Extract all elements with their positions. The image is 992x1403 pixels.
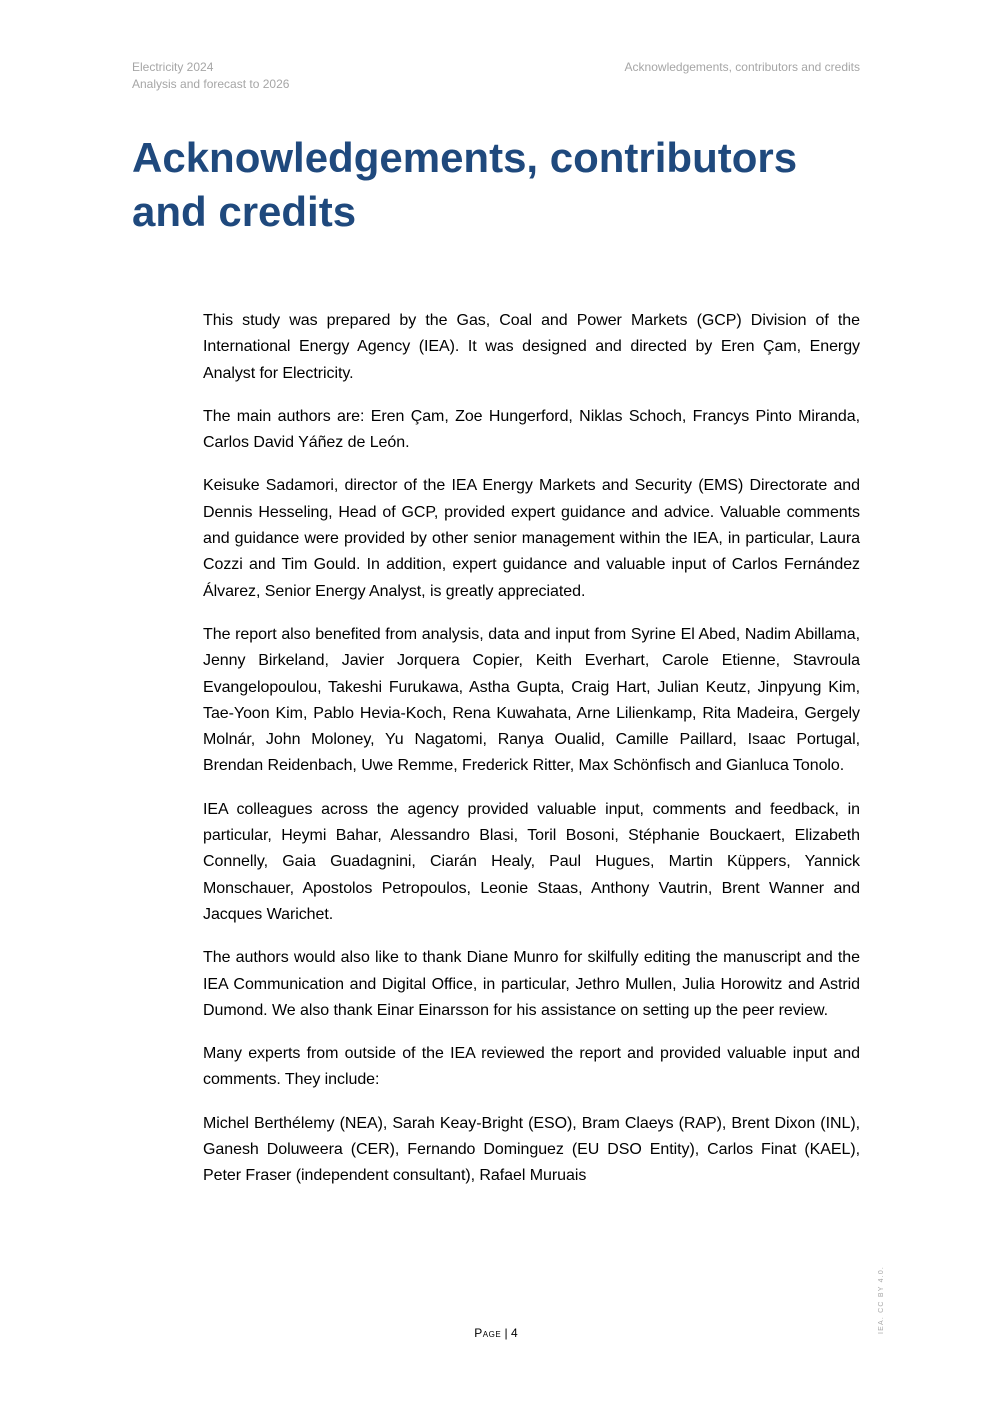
running-header-section-title: Acknowledgements, contributors and credits: [624, 60, 860, 74]
report-title: Electricity 2024: [132, 60, 214, 74]
paragraph-contributors: The report also benefited from analysis, data and input from Syrine El Abed, Nadim Abillama, Jenny Birkeland, Javier Jorquera Copier, Keith Everhart, Carole Etienne, Stavroula Evangelopoulou, Takeshi Furukawa, Astha Gupta, Craig Hart, Julian Keutz, Jinpyung Kim, Tae-Yoon Kim, Pablo Hevia-Koch, Rena Kuwahata, Arne Lilienkamp, Rita Madeira, Gergely Molnár, John Moloney, Yu Nagatomi, Ranya Oualid, Camille Paillard, Isaac Portugal, Brendan Reidenbach, Uwe Remme, Frederick Ritter, Max Schönfisch and Gianluca Tonolo.: [203, 625, 860, 775]
page-footer: [0, 1326, 992, 1340]
page-number: 4: [511, 1326, 518, 1340]
paragraph-editing-thanks: The authors would also like to thank Diane Munro for skilfully editing the manuscript and the IEA Communication and Digital Office, in particular, Jethro Mullen, Julia Horowitz and Astrid Dumond. We also thank Einar Einarsson for his assistance on setting up the peer review.: [203, 949, 860, 1019]
paragraph-main-authors: The main authors are: Eren Çam, Zoe Hungerford, Niklas Schoch, Francys Pinto Miranda, Carlos David Yáñez de León.: [203, 407, 860, 452]
report-subtitle: Analysis and forecast to 2026: [132, 77, 290, 91]
paragraph-external-reviewers-list: Michel Berthélemy (NEA), Sarah Keay-Bright (ESO), Bram Claeys (RAP), Brent Dixon (INL), Ganesh Doluweera (CER), Fernando Dominguez (EU DSO Entity), Carlos Finat (KAEL), Peter Fraser (independent consultant), Rafael Muruais: [203, 1114, 860, 1185]
paragraph-guidance: Keisuke Sadamori, director of the IEA Energy Markets and Security (EMS) Directorate and Dennis Hesseling, Head of GCP, provided expert guidance and advice. Valuable comments and guidance were provided by other senior management within the IEA, in particular, Laura Cozzi and Tim Gould. In addition, expert guidance and valuable input of Carlos Fernández Álvarez, Senior Energy Analyst, is greatly appreciated.: [203, 477, 860, 600]
page-label: Page: [474, 1326, 502, 1340]
page-separator: |: [504, 1326, 511, 1340]
body-text: [203, 308, 860, 1207]
paragraph-external-reviewers-intro: Many experts from outside of the IEA reviewed the report and provided valuable input and comments. They include:: [203, 1045, 860, 1089]
page-title: Acknowledgements, contributors and credits: [132, 134, 798, 235]
running-header-left: [132, 59, 289, 93]
paragraph-iea-colleagues: IEA colleagues across the agency provided valuable input, comments and feedback, in particular, Heymi Bahar, Alessandro Blasi, Toril Bosoni, Stéphanie Bouckaert, Elizabeth Connelly, Gaia Guadagnini, Ciarán Healy, Paul Hugues, Martin Küppers, Yannick Monschauer, Apostolos Petropoulos, Leonie Staas, Anthony Vautrin, Brent Wanner and Jacques Warichet.: [203, 800, 860, 923]
license-notice: IEA. CC BY 4.0.: [878, 1265, 885, 1334]
paragraph-study-overview: This study was prepared by the Gas, Coal and Power Markets (GCP) Division of the International Energy Agency (IEA). It was designed and directed by Eren Çam, Energy Analyst for Electricity.: [203, 312, 860, 382]
